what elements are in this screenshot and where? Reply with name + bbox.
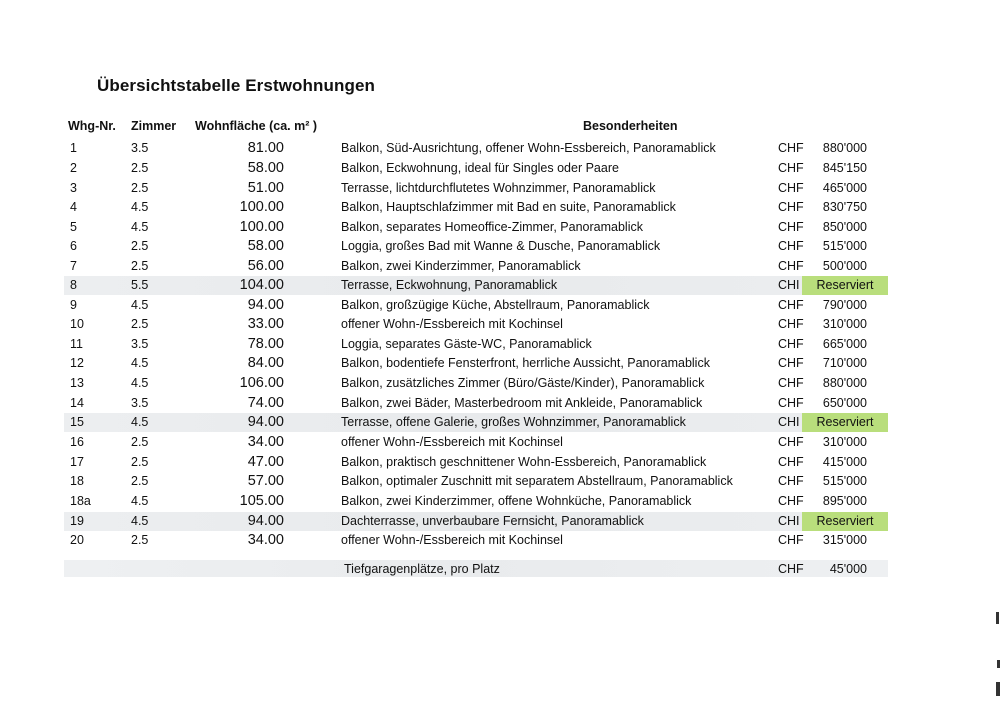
cell-wohnflaeche: 100.00 <box>239 219 284 235</box>
cell-zimmer: 2.5 <box>131 181 149 195</box>
table-row <box>64 374 888 393</box>
cell-besonderheiten: Balkon, Süd-Ausrichtung, offener Wohn-Essbereich, Panoramablick <box>341 141 716 155</box>
garage-label: Tiefgaragenplätze, pro Platz <box>344 562 500 576</box>
cell-wohnflaeche: 56.00 <box>247 258 284 274</box>
cell-whg-nr: 17 <box>70 455 84 469</box>
cell-currency: CHF <box>778 298 804 312</box>
table-row <box>64 512 888 531</box>
cell-price: 895'000 <box>822 494 867 508</box>
cell-whg-nr: 6 <box>70 239 77 253</box>
cell-wohnflaeche: 78.00 <box>247 336 284 352</box>
header-zimmer: Zimmer <box>131 119 177 133</box>
header-wohnflaeche: Wohnfläche (ca. m² ) <box>195 119 318 133</box>
reserved-badge: Reserviert <box>802 413 888 432</box>
cell-zimmer: 3.5 <box>131 337 149 351</box>
scan-mark <box>996 682 1000 696</box>
cell-price: 880'000 <box>822 376 867 390</box>
table-row <box>64 394 888 413</box>
cell-zimmer: 3.5 <box>131 396 149 410</box>
table-row <box>64 433 888 452</box>
cell-currency: CHF <box>778 181 804 195</box>
table-row <box>64 198 888 217</box>
cell-currency: CHI <box>778 514 800 528</box>
cell-besonderheiten: Balkon, praktisch geschnittener Wohn-Essbereich, Panoramablick <box>341 455 707 469</box>
cell-price: 850'000 <box>822 220 867 234</box>
cell-whg-nr: 15 <box>70 415 84 429</box>
cell-currency: CHF <box>778 435 804 449</box>
table-row <box>64 218 888 237</box>
cell-besonderheiten: Balkon, optimaler Zuschnitt mit separatem Abstellraum, Panoramablick <box>341 474 733 488</box>
cell-whg-nr: 11 <box>70 337 83 351</box>
cell-whg-nr: 19 <box>70 514 84 528</box>
cell-whg-nr: 8 <box>70 278 77 292</box>
cell-currency: CHF <box>778 533 804 547</box>
cell-whg-nr: 9 <box>70 298 77 312</box>
cell-currency: CHF <box>778 200 804 214</box>
cell-currency: CHF <box>778 239 804 253</box>
cell-besonderheiten: Terrasse, Eckwohnung, Panoramablick <box>341 278 558 292</box>
cell-wohnflaeche: 106.00 <box>239 375 284 391</box>
cell-zimmer: 4.5 <box>131 200 149 214</box>
cell-currency: CHF <box>778 220 804 234</box>
cell-whg-nr: 10 <box>70 317 84 331</box>
cell-wohnflaeche: 47.00 <box>247 454 284 470</box>
cell-price: 315'000 <box>822 533 867 547</box>
cell-zimmer: 2.5 <box>131 239 149 253</box>
cell-besonderheiten: Balkon, großzügige Küche, Abstellraum, Panoramablick <box>341 298 650 312</box>
garage-currency: CHF <box>778 562 804 576</box>
cell-besonderheiten: Terrasse, lichtdurchflutetes Wohnzimmer, Panoramablick <box>341 181 656 195</box>
cell-zimmer: 4.5 <box>131 220 149 234</box>
reserved-badge: Reserviert <box>802 276 888 295</box>
cell-zimmer: 4.5 <box>131 494 149 508</box>
cell-currency: CHI <box>778 415 800 429</box>
cell-whg-nr: 12 <box>70 356 84 370</box>
cell-zimmer: 4.5 <box>131 415 149 429</box>
cell-wohnflaeche: 74.00 <box>247 395 284 411</box>
table-row <box>64 257 888 276</box>
cell-currency: CHF <box>778 141 804 155</box>
table-row <box>64 159 888 178</box>
cell-whg-nr: 2 <box>70 161 77 175</box>
garage-row <box>64 560 888 577</box>
cell-whg-nr: 5 <box>70 220 77 234</box>
cell-zimmer: 2.5 <box>131 435 149 449</box>
cell-zimmer: 5.5 <box>131 278 149 292</box>
cell-wohnflaeche: 104.00 <box>239 277 284 293</box>
cell-whg-nr: 20 <box>70 533 84 547</box>
cell-price: 500'000 <box>822 259 867 273</box>
cell-price: 830'750 <box>822 200 867 214</box>
cell-besonderheiten: Balkon, Hauptschlafzimmer mit Bad en suite, Panoramablick <box>341 200 676 214</box>
cell-besonderheiten: Balkon, zwei Bäder, Masterbedroom mit Ankleide, Panoramablick <box>341 396 703 410</box>
cell-besonderheiten: Balkon, zwei Kinderzimmer, Panoramablick <box>341 259 581 273</box>
cell-currency: CHF <box>778 317 804 331</box>
cell-zimmer: 2.5 <box>131 317 149 331</box>
cell-besonderheiten: Balkon, bodentiefe Fensterfront, herrliche Aussicht, Panoramablick <box>341 356 710 370</box>
cell-currency: CHF <box>778 376 804 390</box>
cell-whg-nr: 7 <box>70 259 77 273</box>
cell-wohnflaeche: 84.00 <box>247 355 284 371</box>
cell-zimmer: 2.5 <box>131 474 149 488</box>
cell-currency: CHF <box>778 494 804 508</box>
cell-zimmer: 4.5 <box>131 356 149 370</box>
cell-besonderheiten: Terrasse, offene Galerie, großes Wohnzimmer, Panoramablick <box>341 415 686 429</box>
cell-besonderheiten: Balkon, zwei Kinderzimmer, offene Wohnküche, Panoramablick <box>341 494 692 508</box>
table-row <box>64 139 888 158</box>
cell-besonderheiten: Balkon, zusätzliches Zimmer (Büro/Gäste/Kinder), Panoramablick <box>341 376 705 390</box>
cell-zimmer: 2.5 <box>131 259 149 273</box>
cell-currency: CHF <box>778 161 804 175</box>
cell-price: 880'000 <box>822 141 867 155</box>
cell-zimmer: 4.5 <box>131 298 149 312</box>
cell-besonderheiten: Loggia, großes Bad mit Wanne & Dusche, Panoramablick <box>341 239 661 253</box>
cell-price: 845'150 <box>822 161 867 175</box>
cell-wohnflaeche: 33.00 <box>247 316 284 332</box>
cell-zimmer: 4.5 <box>131 514 149 528</box>
cell-wohnflaeche: 58.00 <box>247 238 284 254</box>
cell-wohnflaeche: 58.00 <box>247 160 284 176</box>
table-row <box>64 492 888 511</box>
cell-price: 310'000 <box>822 317 867 331</box>
cell-price: 465'000 <box>822 181 867 195</box>
cell-wohnflaeche: 105.00 <box>239 493 284 509</box>
cell-whg-nr: 14 <box>70 396 84 410</box>
cell-currency: CHF <box>778 259 804 273</box>
cell-zimmer: 2.5 <box>131 533 149 547</box>
cell-whg-nr: 1 <box>70 141 77 155</box>
table-row <box>64 413 888 432</box>
cell-whg-nr: 4 <box>70 200 77 214</box>
scan-mark <box>996 612 999 624</box>
garage-price: 45'000 <box>829 562 867 576</box>
cell-besonderheiten: offener Wohn-/Essbereich mit Kochinsel <box>341 317 563 331</box>
cell-wohnflaeche: 34.00 <box>247 532 284 548</box>
cell-wohnflaeche: 94.00 <box>247 297 284 313</box>
cell-whg-nr: 3 <box>70 181 77 195</box>
header-whg-nr: Whg-Nr. <box>68 119 116 133</box>
cell-wohnflaeche: 81.00 <box>247 140 284 156</box>
table-row <box>64 335 888 354</box>
cell-currency: CHF <box>778 337 804 351</box>
cell-price: 710'000 <box>822 356 867 370</box>
cell-whg-nr: 18 <box>70 474 84 488</box>
cell-currency: CHF <box>778 356 804 370</box>
cell-zimmer: 2.5 <box>131 161 149 175</box>
cell-besonderheiten: Loggia, separates Gäste-WC, Panoramablick <box>341 337 592 351</box>
cell-besonderheiten: Balkon, separates Homeoffice-Zimmer, Panoramablick <box>341 220 643 234</box>
cell-price: 515'000 <box>822 474 867 488</box>
cell-price: 790'000 <box>822 298 867 312</box>
cell-whg-nr: 18a <box>70 494 91 508</box>
cell-whg-nr: 16 <box>70 435 84 449</box>
cell-wohnflaeche: 94.00 <box>247 414 284 430</box>
cell-price: 310'000 <box>822 435 867 449</box>
table-row <box>64 276 888 295</box>
cell-besonderheiten: offener Wohn-/Essbereich mit Kochinsel <box>341 435 563 449</box>
cell-wohnflaeche: 94.00 <box>247 513 284 529</box>
table-row <box>64 453 888 472</box>
table-row <box>64 531 888 550</box>
cell-wohnflaeche: 34.00 <box>247 434 284 450</box>
header-besonderheiten: Besonderheiten <box>583 119 678 133</box>
cell-currency: CHI <box>778 278 800 292</box>
cell-wohnflaeche: 57.00 <box>247 473 284 489</box>
cell-wohnflaeche: 100.00 <box>239 199 284 215</box>
cell-currency: CHF <box>778 455 804 469</box>
reserved-badge: Reserviert <box>802 512 888 531</box>
page-title: Übersichtstabelle Erstwohnungen <box>97 76 375 95</box>
cell-besonderheiten: Dachterrasse, unverbaubare Fernsicht, Panoramablick <box>341 514 644 528</box>
cell-price: 415'000 <box>822 455 867 469</box>
cell-price: 515'000 <box>822 239 867 253</box>
cell-wohnflaeche: 51.00 <box>247 180 284 196</box>
table-row <box>64 354 888 373</box>
cell-zimmer: 2.5 <box>131 455 149 469</box>
cell-whg-nr: 13 <box>70 376 84 390</box>
cell-currency: CHF <box>778 396 804 410</box>
cell-zimmer: 3.5 <box>131 141 149 155</box>
table-row <box>64 237 888 256</box>
cell-price: 650'000 <box>822 396 867 410</box>
table-row <box>64 296 888 315</box>
table-row <box>64 315 888 334</box>
cell-currency: CHF <box>778 474 804 488</box>
table-row <box>64 179 888 198</box>
cell-besonderheiten: Balkon, Eckwohnung, ideal für Singles oder Paare <box>341 161 619 175</box>
cell-besonderheiten: offener Wohn-/Essbereich mit Kochinsel <box>341 533 563 547</box>
cell-price: 665'000 <box>822 337 867 351</box>
cell-zimmer: 4.5 <box>131 376 149 390</box>
table-row <box>64 472 888 491</box>
